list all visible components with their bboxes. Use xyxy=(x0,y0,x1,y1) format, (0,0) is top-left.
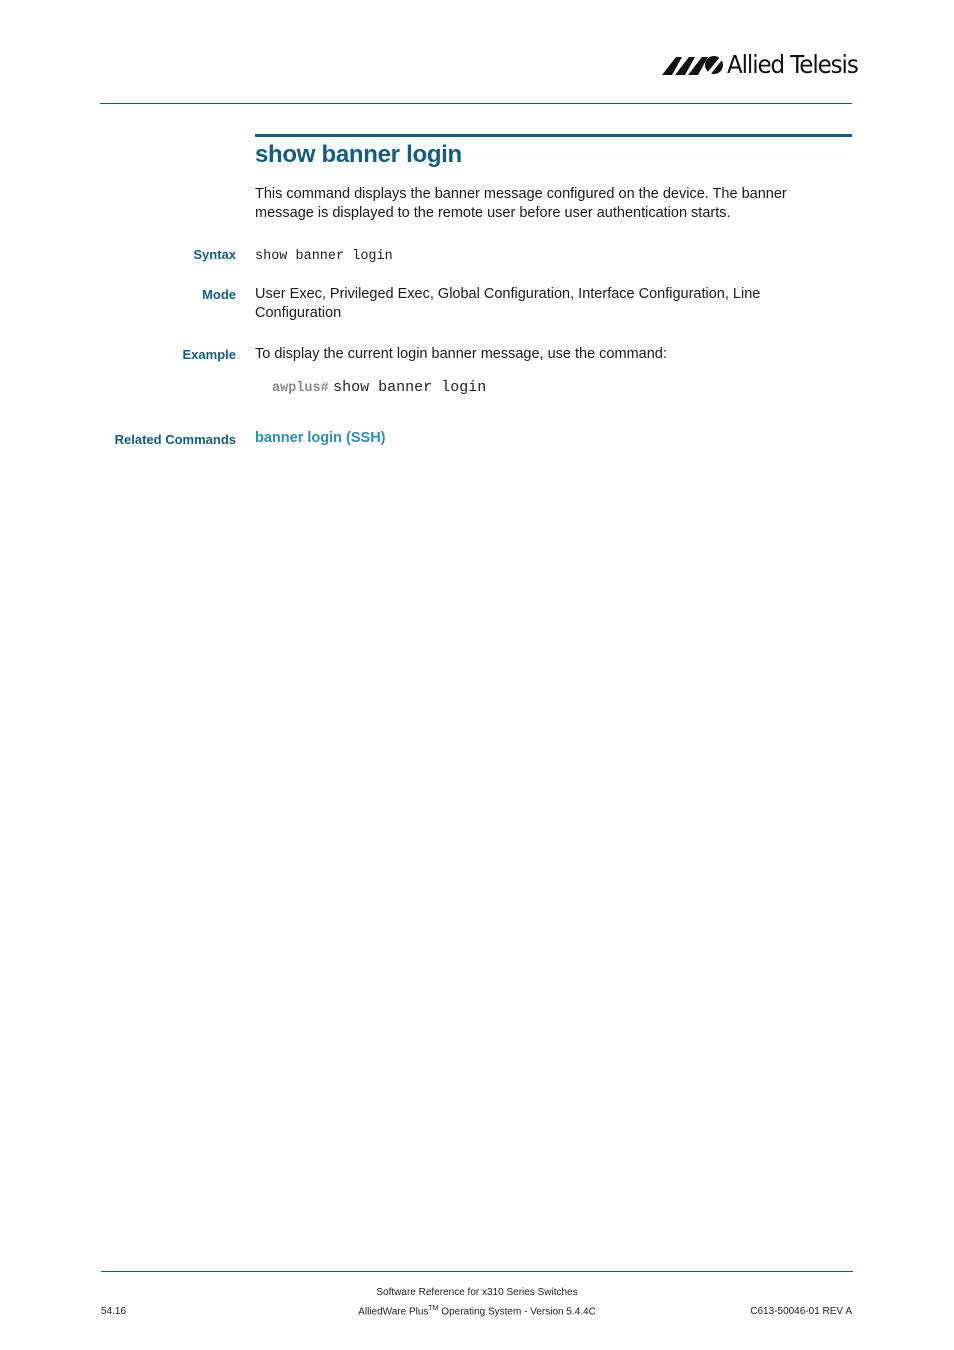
example-text: To display the current login banner message, use the command: xyxy=(255,346,667,362)
footer-divider xyxy=(101,1271,853,1272)
command-description: This command displays the banner message configured on the device. The banner message is displayed to the remote user before user authentication starts. xyxy=(255,186,787,221)
page-title: show banner login xyxy=(255,141,462,168)
footer-product: AlliedWare Plus xyxy=(358,1306,429,1318)
related-commands-label: Related Commands xyxy=(114,432,236,447)
title-rule xyxy=(255,134,852,137)
mode-label: Mode xyxy=(202,287,236,302)
example-command-line xyxy=(272,378,486,396)
syntax-label: Syntax xyxy=(193,247,236,262)
related-command-link[interactable]: banner login (SSH) xyxy=(255,430,386,446)
company-logo xyxy=(662,50,869,80)
document-code: C613-50046-01 REV A xyxy=(750,1306,852,1317)
footer-version-text: Operating System - Version 5.4.4C xyxy=(438,1306,596,1318)
footer-trademark: TM xyxy=(428,1305,439,1312)
page-number: 54.16 xyxy=(101,1306,127,1317)
cli-command: show banner login xyxy=(333,379,487,396)
header-divider xyxy=(100,103,852,104)
example-label: Example xyxy=(182,347,236,362)
mode-value: User Exec, Privileged Exec, Global Configuration, Interface Configuration, Line Configuration xyxy=(255,286,761,321)
cli-prompt: awplus# xyxy=(272,381,329,396)
syntax-value: show banner login xyxy=(255,249,393,264)
footer-title: Software Reference for x310 Series Switches xyxy=(376,1287,578,1298)
logo-wordmark: Allied Telesis xyxy=(727,50,858,79)
allied-telesis-logo-icon xyxy=(662,54,724,76)
